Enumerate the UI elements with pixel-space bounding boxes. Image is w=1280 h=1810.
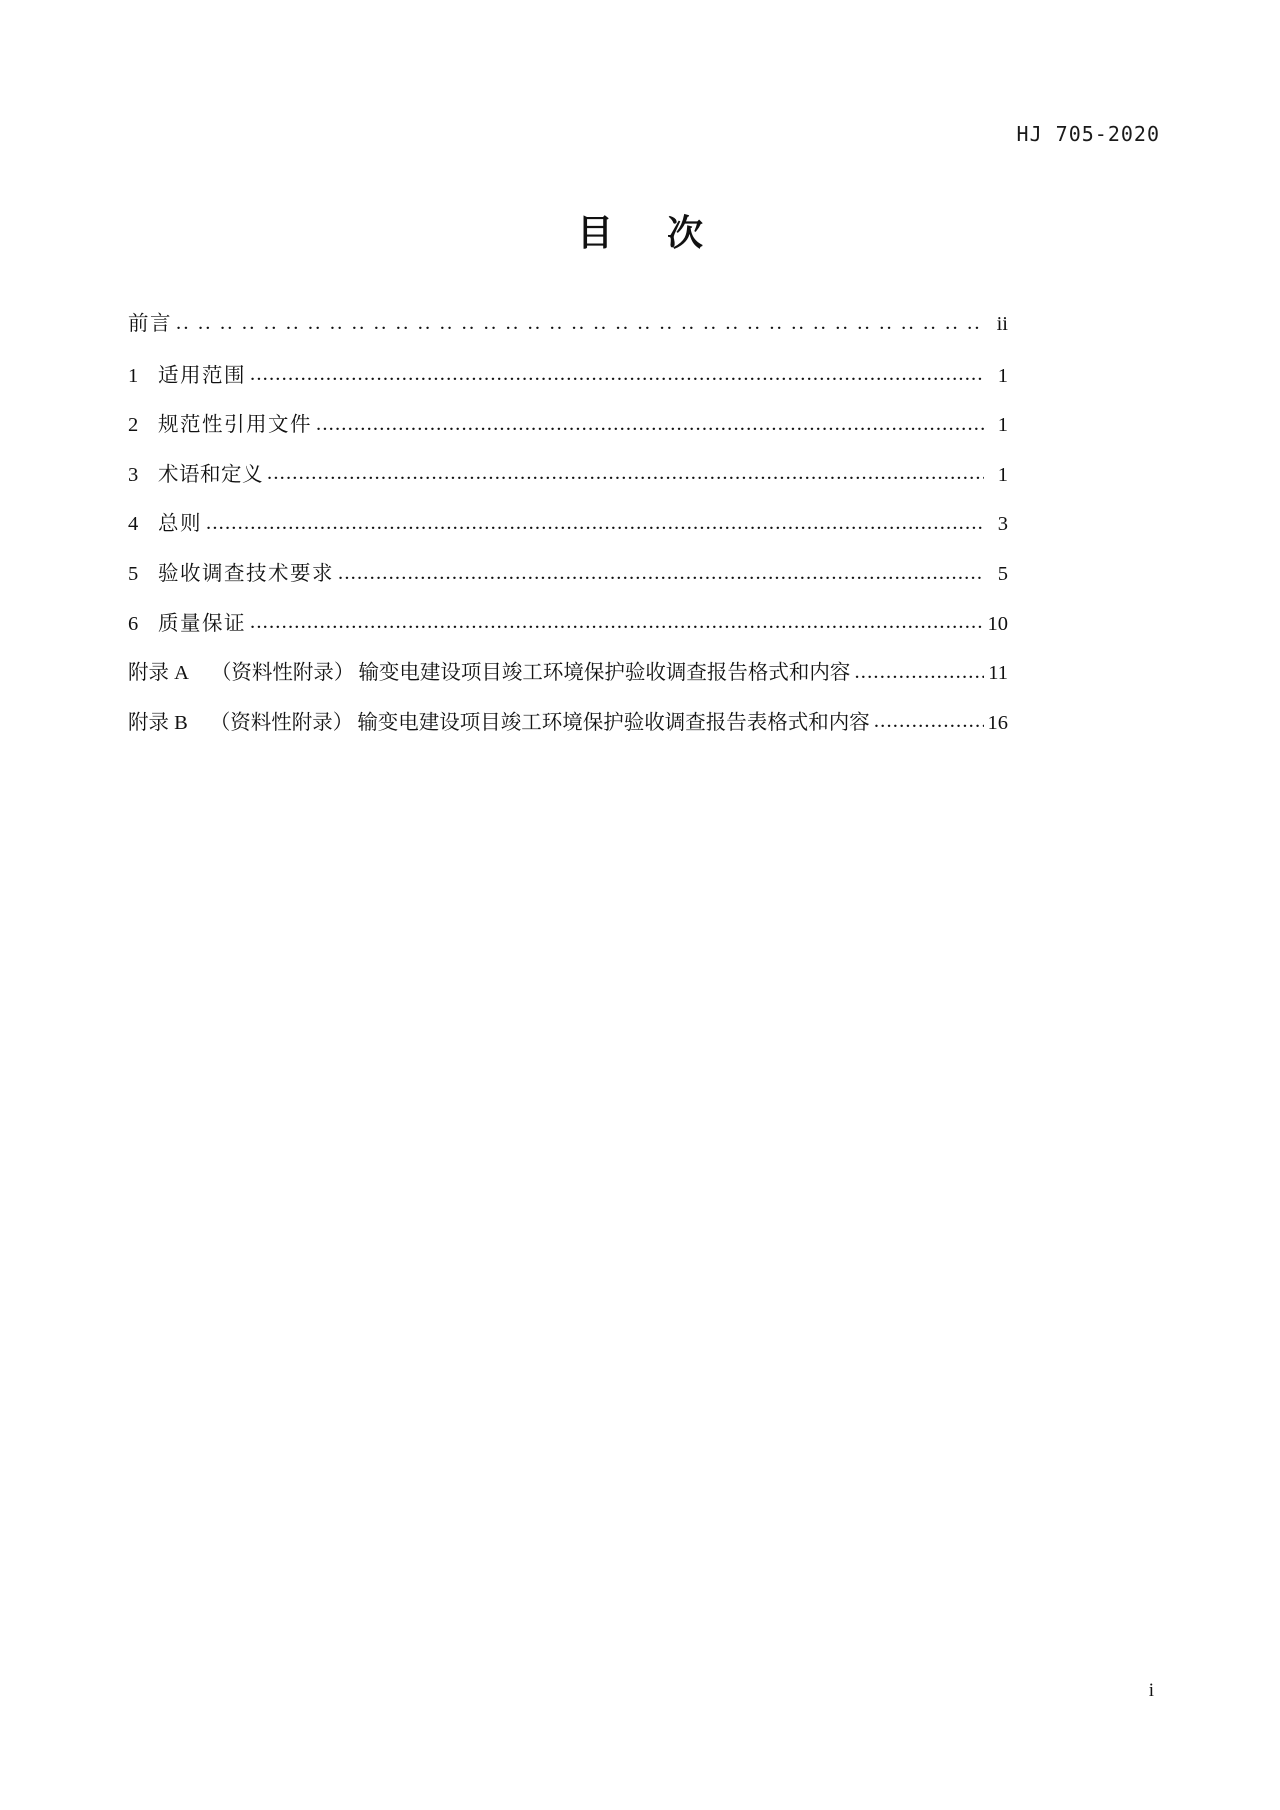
toc-entry-page: 1: [997, 463, 1008, 486]
footer-page-number: i: [1148, 1680, 1154, 1701]
toc-entry-page: 11: [988, 662, 1008, 685]
toc-entry-page: 1: [997, 364, 1008, 387]
toc-entry-label: 总则: [158, 513, 202, 536]
toc-entry-label: 输变电建设项目竣工环境保护验收调查报告表格式和内容: [357, 711, 870, 734]
toc-leader-dots: [176, 316, 984, 337]
toc-leader-dots: [854, 665, 984, 686]
toc-entry-page: 5: [997, 562, 1008, 585]
toc-entry-2[interactable]: [128, 413, 1008, 438]
toc-entry-3[interactable]: [128, 463, 1008, 488]
toc-entry-6[interactable]: [128, 612, 1008, 637]
toc-entry-number: 6: [128, 612, 139, 635]
toc-entry-foreword[interactable]: [128, 312, 1008, 337]
toc-entry-label: 术语和定义: [158, 463, 263, 486]
toc-entry-4[interactable]: [128, 512, 1008, 537]
toc-entry-number: 附录 A: [128, 662, 189, 685]
toc-entry-number: 4: [128, 513, 139, 536]
standard-code-header: HJ 705-2020: [1016, 122, 1160, 146]
toc-entry-page: 1: [997, 414, 1008, 437]
toc-leader-dots: [316, 417, 984, 438]
toc-entry-appendix-b[interactable]: [128, 711, 1008, 736]
toc-entry-page: ii: [996, 313, 1008, 335]
toc-entry-1[interactable]: [128, 364, 1008, 389]
toc-entry-number: 1: [128, 364, 139, 387]
toc-entry-5[interactable]: [128, 562, 1008, 587]
toc-leader-dots: [250, 616, 984, 637]
toc-entry-number: 3: [128, 463, 139, 486]
toc-leader-dots: [338, 566, 984, 587]
toc-entry-page: 10: [987, 612, 1008, 635]
toc-entry-label: 输变电建设项目竣工环境保护验收调查报告格式和内容: [358, 662, 851, 685]
toc-leader-dots: [267, 467, 984, 488]
toc-leader-dots: [206, 516, 984, 537]
toc-entry-appendix-a[interactable]: [128, 661, 1008, 686]
toc-entry-number: 2: [128, 414, 139, 437]
toc-entry-label: 验收调查技术要求: [158, 562, 334, 585]
toc-entry-subtitle: （资料性附录）: [209, 711, 354, 734]
toc-entry-number: 5: [128, 562, 139, 585]
toc-entry-page: 3: [997, 513, 1008, 536]
toc-leader-dots: [250, 368, 984, 389]
page-title: 目 次: [576, 212, 725, 253]
toc-entry-number: 附录 B: [128, 711, 188, 734]
toc-entry-label: 质量保证: [158, 612, 246, 635]
toc-entry-label: 规范性引用文件: [158, 414, 312, 437]
table-of-contents: [128, 312, 1008, 760]
toc-leader-dots: [874, 715, 984, 736]
toc-entry-subtitle: （资料性附录）: [210, 662, 355, 685]
toc-entry-label: 适用范围: [158, 364, 246, 387]
toc-entry-label: 前言: [128, 313, 172, 335]
toc-entry-page: 16: [987, 711, 1008, 734]
